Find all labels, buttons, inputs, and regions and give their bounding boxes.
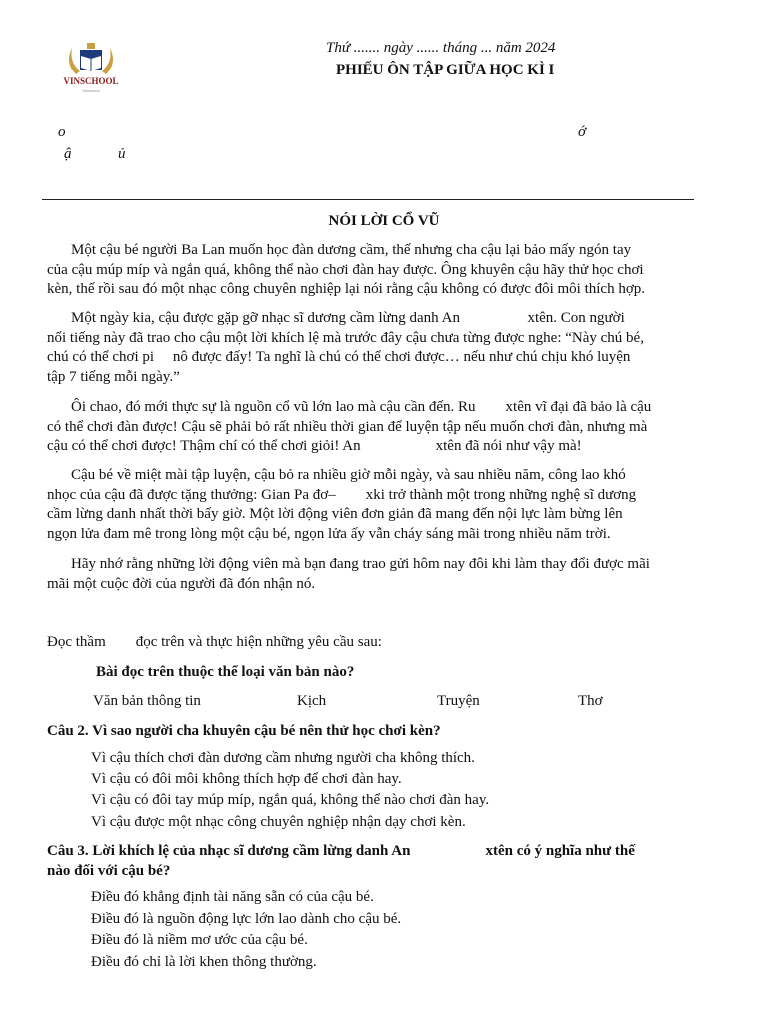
story-line: của cậu múp míp và ngắn quá, không thể nào chơi đàn hay được. Ông khuyên cậu hãy thử học chơi (47, 261, 644, 278)
reading-prompt: Đọc thầm đọc trên và thực hiện những yêu cầu sau: (47, 634, 382, 650)
story-line: có thể chơi đàn được! Cậu sẽ phải bỏ rất nhiều thời gian để luyện tập nếu muốn chơi đàn, nhưng mà (47, 418, 648, 435)
story-line: ngọn lửa đam mê trong lòng một cậu bé, ngọn lửa ấy vẫn cháy sáng mãi trong nhiều năm trời. (47, 525, 611, 542)
story-line: Cậu bé về miệt mài tập luyện, cậu bỏ ra nhiều giờ mỗi ngày, và sau nhiều năm, công lao khó (71, 467, 626, 483)
question-3-line-2: nào đối với cậu bé? (47, 863, 171, 879)
question-3-line-1: Câu 3. Lời khích lệ của nhạc sĩ dương cầm lừng danh An xtên có ý nghĩa như thế (47, 843, 635, 859)
q3-answer-d[interactable]: Điều đó chỉ là lời khen thông thường. (91, 954, 317, 970)
story-paragraph-4 (47, 466, 720, 544)
question-2: Câu 2. Vì sao người cha khuyên cậu bé nên thử học chơi kèn? (47, 723, 441, 739)
story-line: cậu có thể chơi được! Thậm chí có thể chơi giỏi! An xtên đã nói như vậy mà! (47, 438, 582, 454)
story-paragraph-3 (47, 398, 720, 457)
story-line: nhọc của cậu đã được tặng thưởng: Gian Pa đơ– xki trở thành một trong những nghệ sĩ dương (47, 486, 637, 503)
story-paragraph-1 (47, 241, 720, 300)
story-line: kèn, thế rồi sau đó một nhạc công chuyên nghiệp lại nói rằng cậu không có được đôi môi thích hợp. (47, 281, 646, 297)
date-line: Thứ ....... ngày ...... tháng ... năm 2024 (326, 40, 556, 56)
info-fragment: ủ (118, 146, 126, 162)
q1-option-c[interactable]: Truyện (437, 693, 480, 709)
story-line: Hãy nhớ rằng những lời động viên mà bạn đang trao gửi hôm nay đôi khi làm thay đổi được mãi (71, 556, 650, 572)
story-line: cầm lừng danh nhất thời bấy giờ. Một lời động viên đơn giản đã mang đến nội lực làm bừng lên (47, 506, 623, 522)
q2-answer-b[interactable]: Vì cậu có đôi môi không thích hợp để chơi đàn hay. (91, 771, 402, 787)
info-fragment: ậ (64, 146, 72, 162)
q1-option-b[interactable]: Kịch (297, 693, 327, 709)
worksheet-title: PHIẾU ÔN TẬP GIỮA HỌC KÌ I (336, 62, 555, 78)
divider-line (42, 199, 694, 200)
logo-subtext: Vinschool (82, 88, 100, 93)
story-line: nổi tiếng này đã trao cho cậu một lời khích lệ mà trước đây cậu chưa từng được nghe: “Này chú bé, (47, 329, 644, 346)
story-title: NÓI LỜI CỔ VŨ (328, 213, 440, 229)
q2-answer-a[interactable]: Vì cậu thích chơi đàn dương cầm nhưng người cha không thích. (91, 750, 475, 766)
story-line: mãi một cuộc đời của người đã đón nhận nó. (47, 575, 316, 592)
info-fragment: o (58, 124, 66, 140)
info-fragment: ớ (578, 124, 587, 140)
vinschool-logo (58, 40, 124, 96)
story-line: tập 7 tiếng mỗi ngày.” (47, 368, 180, 385)
q2-answer-d[interactable]: Vì cậu được một nhạc công chuyên nghiệp nhận dạy chơi kèn. (91, 814, 466, 830)
q1-option-a[interactable]: Văn bản thông tin (93, 693, 201, 709)
story-line: Một cậu bé người Ba Lan muốn học đàn dương cầm, thế nhưng cha cậu lại bảo mấy ngón tay (71, 242, 632, 258)
story-line: chú có thể chơi pi nô được đấy! Ta nghĩ là chú có thể chơi được… nếu như chú chịu khó luyện (47, 349, 631, 365)
logo-text: VINSCHOOL (63, 76, 119, 86)
story-paragraph-2 (47, 309, 720, 387)
q2-answer-c[interactable]: Vì cậu có đôi tay múp míp, ngắn quá, không thể nào chơi đàn hay. (91, 792, 490, 808)
story-line: Ôi chao, đó mới thực sự là nguồn cổ vũ lớn lao mà cậu cần đến. Ru xtên vĩ đại đã bảo là cậu (71, 399, 652, 415)
q1-option-d[interactable]: Thơ (578, 693, 603, 709)
story-line: Một ngày kia, cậu được gặp gỡ nhạc sĩ dương cầm lừng danh An xtên. Con người (71, 310, 625, 326)
q3-answer-c[interactable]: Điều đó là niềm mơ ước của cậu bé. (91, 932, 308, 948)
q3-answer-a[interactable]: Điều đó khẳng định tài năng sẵn có của cậu bé. (91, 889, 374, 905)
question-1: Bài đọc trên thuộc thể loại văn bản nào? (96, 664, 355, 680)
story-paragraph-5 (47, 555, 720, 594)
q3-answer-b[interactable]: Điều đó là nguồn động lực lớn lao dành cho cậu bé. (91, 911, 402, 927)
